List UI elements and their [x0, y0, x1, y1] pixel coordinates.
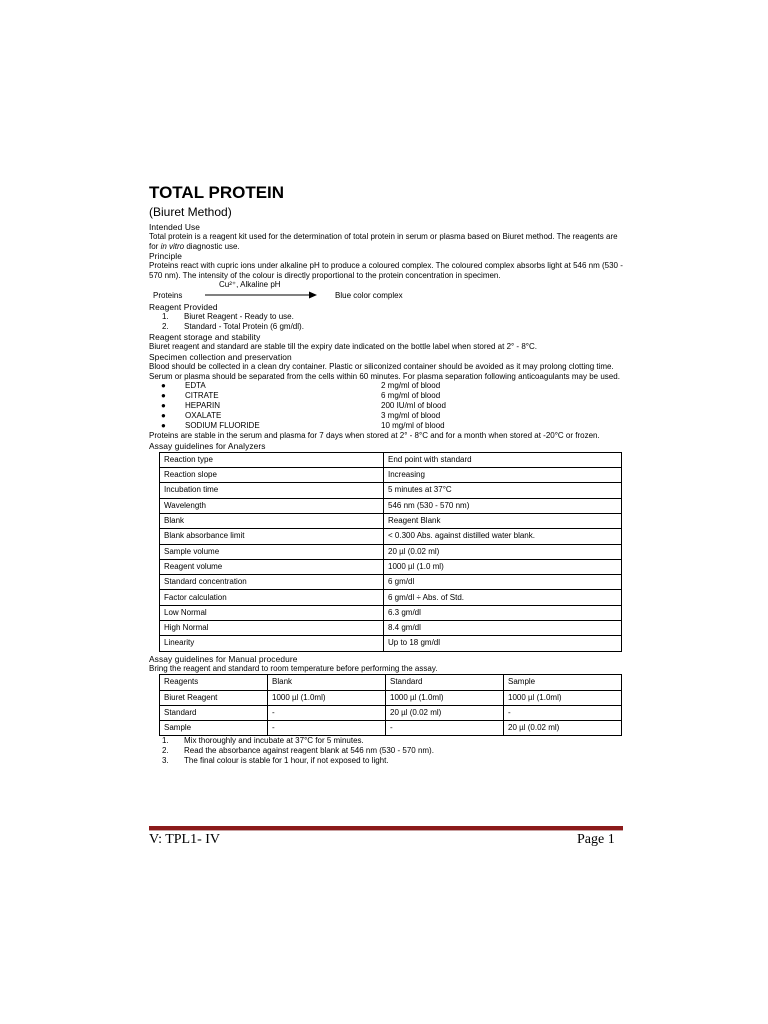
table-cell: 6 gm/dl ÷ Abs. of Std. — [384, 590, 622, 605]
bullet-icon: ● — [161, 411, 166, 421]
table-cell: 1000 µl (1.0ml) — [504, 690, 622, 705]
list-item-text: Mix thoroughly and incubate at 37°C for 5 minutes. — [184, 736, 364, 746]
bullet-icon: ● — [161, 391, 166, 401]
table-cell: Standard concentration — [160, 575, 384, 590]
table-row — [160, 690, 622, 705]
table-cell: Standard — [160, 705, 268, 720]
list-item — [149, 312, 624, 322]
manual-procedure-table — [159, 674, 622, 736]
table-cell: Low Normal — [160, 605, 384, 620]
table-cell: Sample — [160, 721, 268, 736]
manual-heading: Assay guidelines for Manual procedure — [149, 653, 298, 664]
table-cell: Reaction slope — [160, 468, 384, 483]
list-item — [149, 756, 624, 766]
storage-heading: Reagent storage and stability — [149, 332, 261, 343]
document-body — [149, 182, 624, 766]
table-cell: 6.3 gm/dl — [384, 605, 622, 620]
analyzers-heading: Assay guidelines for Analyzers — [149, 440, 266, 451]
table-cell: Linearity — [160, 636, 384, 651]
table-cell: - — [268, 721, 386, 736]
table-cell: Incubation time — [160, 483, 384, 498]
table-row — [160, 636, 622, 651]
table-row — [160, 621, 622, 636]
bullet-icon: ● — [161, 401, 166, 411]
table-cell: Sample volume — [160, 544, 384, 559]
table-cell: 1000 µl (1.0 ml) — [384, 559, 622, 574]
table-cell: Wavelength — [160, 498, 384, 513]
list-item-text: SODIUM FLUORIDE — [185, 421, 260, 431]
product-label: Blue color complex — [335, 291, 403, 301]
table-cell: High Normal — [160, 621, 384, 636]
principle-text: Proteins react with cupric ions under alkaline pH to produce a coloured complex. The coloured complex absorbs light at 546 nm (530 - 570 nm). The intensity of the colour is directly proportional to the protein concentration in specimen. — [149, 261, 623, 280]
specimen-text: Blood should be collected in a clean dry container. Plastic or siliconized container should be avoided as it may prolong clotting time. Serum or plasma should be separated from the cells within 60 minutes. For plasma separation following anticoagulants may be used. — [149, 361, 620, 381]
table-row — [160, 483, 622, 498]
list-item-text: EDTA — [185, 381, 206, 391]
table-cell: 1000 µl (1.0ml) — [386, 690, 504, 705]
list-item — [149, 411, 624, 421]
table-cell: < 0.300 Abs. against distilled water blank. — [384, 529, 622, 544]
storage-text: Biuret reagent and standard are stable till the expiry date indicated on the bottle label when stored at 2° - 8°C. — [149, 342, 537, 352]
table-cell: Reagent volume — [160, 559, 384, 574]
table-cell: Biuret Reagent — [160, 690, 268, 705]
table-cell: 20 µl (0.02 ml) — [504, 721, 622, 736]
table-cell: Factor calculation — [160, 590, 384, 605]
list-item-text: The final colour is stable for 1 hour, if not exposed to light. — [184, 756, 389, 766]
specimen-stability-text: Proteins are stable in the serum and plasma for 7 days when stored at 2° - 8°C and for a month when stored at -20°C or frozen. — [149, 431, 600, 441]
table-row — [160, 513, 622, 528]
specimen-heading: Specimen collection and preservation — [149, 351, 292, 362]
list-item-text: 3 mg/ml of blood — [381, 411, 441, 421]
table-cell: 1000 µl (1.0ml) — [268, 690, 386, 705]
table-cell: Blank — [268, 675, 386, 690]
table-header-row — [160, 675, 622, 690]
table-row — [160, 575, 622, 590]
table-cell: End point with standard — [384, 452, 622, 467]
table-row — [160, 498, 622, 513]
version-label: V: TPL1- IV — [149, 832, 221, 847]
intended-use-text: Total protein is a reagent kit used for the determination of total protein in serum or plasma based on Biuret method. The reagents are for in vitro diagnostic use. — [149, 232, 618, 251]
table-cell: 6 gm/dl — [384, 575, 622, 590]
page-title: TOTAL PROTEIN — [149, 183, 285, 202]
table-row — [160, 590, 622, 605]
table-row — [160, 605, 622, 620]
list-item — [149, 322, 624, 332]
table-row — [160, 721, 622, 736]
table-row — [160, 544, 622, 559]
bullet-icon: ● — [161, 381, 166, 391]
table-cell: 20 µl (0.02 ml) — [384, 544, 622, 559]
analyzer-guidelines-table — [159, 452, 622, 652]
table-row — [160, 452, 622, 467]
list-item-text: 10 mg/ml of blood — [381, 421, 445, 431]
list-item-text: 6 mg/ml of blood — [381, 391, 441, 401]
table-cell: - — [386, 721, 504, 736]
table-row — [160, 468, 622, 483]
anticoagulant-list — [149, 381, 624, 431]
list-item-text: 2. — [162, 322, 169, 332]
list-item-text: Read the absorbance against reagent blank at 546 nm (530 - 570 nm). — [184, 746, 434, 756]
table-cell: 20 µl (0.02 ml) — [386, 705, 504, 720]
manual-intro: Bring the reagent and standard to room temperature before performing the assay. — [149, 663, 438, 673]
table-cell: 546 nm (530 - 570 nm) — [384, 498, 622, 513]
table-cell: Blank — [160, 513, 384, 528]
table-cell: 8.4 gm/dl — [384, 621, 622, 636]
reagent-list — [149, 312, 624, 332]
table-cell: Blank absorbance limit — [160, 529, 384, 544]
procedure-steps — [149, 736, 624, 766]
reaction-arrow-icon — [205, 290, 317, 300]
table-cell: 5 minutes at 37°C — [384, 483, 622, 498]
table-cell: Reagents — [160, 675, 268, 690]
reaction-equation — [149, 280, 624, 302]
reagent-provided-heading: Reagent Provided — [149, 302, 218, 313]
list-item-text: 200 IU/ml of blood — [381, 401, 446, 411]
list-item-text: 2. — [162, 746, 169, 756]
table-row — [160, 529, 622, 544]
list-item — [149, 391, 624, 401]
list-item — [149, 381, 624, 391]
method-subtitle: (Biuret Method) — [149, 205, 232, 219]
table-cell: Standard — [386, 675, 504, 690]
reactant-label: Proteins — [153, 291, 183, 301]
list-item — [149, 736, 624, 746]
table-cell: - — [504, 705, 622, 720]
table-cell: Up to 18 gm/dl — [384, 636, 622, 651]
list-item-text: 3. — [162, 756, 169, 766]
table-cell: - — [268, 705, 386, 720]
principle-heading: Principle — [149, 251, 183, 262]
table-cell: Sample — [504, 675, 622, 690]
list-item-text: CITRATE — [185, 391, 219, 401]
table-cell: Reagent Blank — [384, 513, 622, 528]
list-item-text: HEPARIN — [185, 401, 220, 411]
list-item-text: 2 mg/ml of blood — [381, 381, 441, 391]
table-row — [160, 705, 622, 720]
page-number: Page 1 — [577, 832, 615, 847]
list-item-text: Standard - Total Protein (6 gm/dl). — [184, 322, 304, 332]
list-item-text: 1. — [162, 312, 169, 322]
table-cell: Increasing — [384, 468, 622, 483]
list-item-text: OXALATE — [185, 411, 222, 421]
bullet-icon: ● — [161, 421, 166, 431]
list-item-text: 1. — [162, 736, 169, 746]
table-cell: Reaction type — [160, 452, 384, 467]
table-row — [160, 559, 622, 574]
list-item — [149, 421, 624, 431]
list-item-text: Biuret Reagent - Ready to use. — [184, 312, 294, 322]
reaction-condition: Cu²⁺, Alkaline pH — [219, 280, 281, 290]
intended-use-heading: Intended Use — [149, 222, 201, 232]
list-item — [149, 401, 624, 411]
footer-divider-shadow — [149, 830, 623, 831]
list-item — [149, 746, 624, 756]
